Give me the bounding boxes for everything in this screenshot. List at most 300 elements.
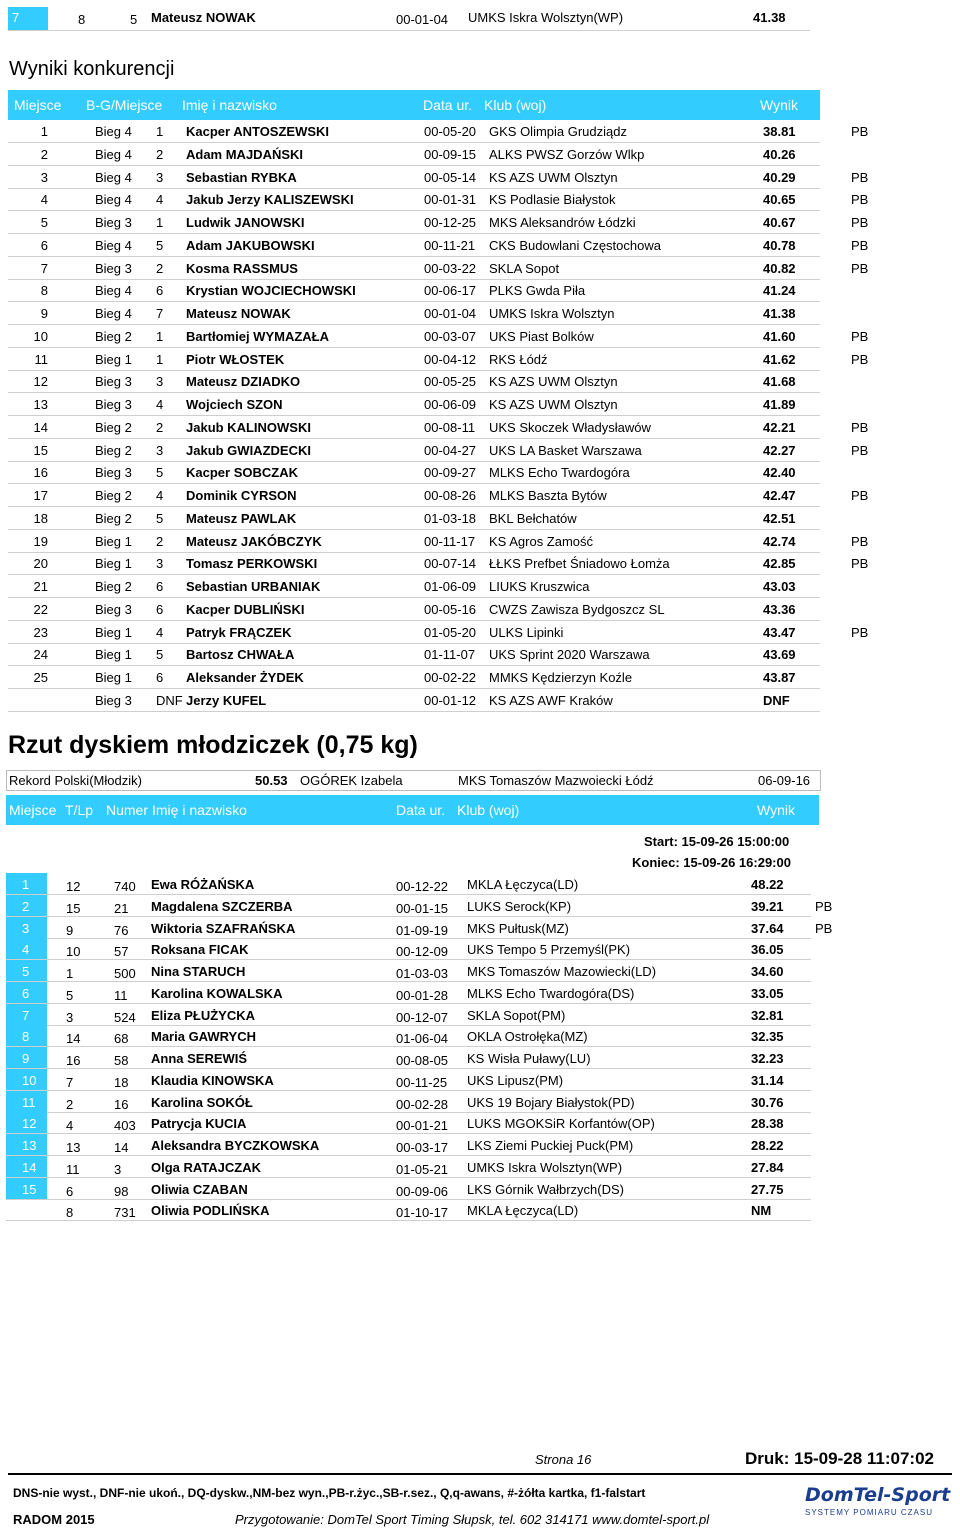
row-athlete-name: Maria GAWRYCH	[151, 1029, 256, 1045]
table-row	[6, 1156, 846, 1178]
row-club: KS Wisła Puławy(LU)	[467, 1051, 591, 1066]
row-club: CKS Budowlani Częstochowa	[489, 237, 661, 253]
table-row	[8, 120, 868, 143]
row-tlp: 13	[66, 1140, 81, 1155]
row-heat-place: 6	[156, 579, 164, 594]
row-club: MKS Aleksandrów Łódzki	[489, 215, 636, 230]
top-row-date: 00-01-04	[396, 12, 449, 27]
row-club: MLKS Echo Twardogóra	[489, 465, 630, 481]
table-row	[8, 257, 868, 280]
row-athlete-name: Jerzy KUFEL	[186, 692, 267, 708]
logo-subtitle: SYSTEMY POMIARU CZASU	[805, 1508, 933, 1517]
row-result: NM	[751, 1203, 772, 1219]
row-birth-date: 00-12-25	[424, 215, 477, 230]
row-note: PB	[851, 169, 869, 185]
row-number: 98	[114, 1183, 129, 1199]
row-club: ŁŁKS Prefbet Śniadowo Łomża	[489, 556, 670, 572]
row-birth-date: 00-09-27	[424, 465, 477, 481]
row-birth-date: 00-01-12	[424, 692, 477, 708]
row-heat-place: 7	[156, 306, 164, 321]
row-tlp: 7	[66, 1074, 74, 1090]
record-holder: OGÓREK Izabela	[300, 773, 403, 788]
table-row	[6, 917, 846, 939]
row-athlete-name: Eliza PŁUŻYCKA	[151, 1007, 256, 1023]
row-birth-date: 00-08-05	[396, 1053, 449, 1068]
row-note: PB	[851, 328, 869, 344]
row-club: KS AZS UWM Olsztyn	[489, 374, 618, 390]
table-row	[6, 1112, 846, 1134]
table-row	[6, 895, 846, 917]
row-athlete-name: Kacper DUBLIŃSKI	[186, 601, 305, 617]
table-row	[8, 439, 868, 462]
row-result: 42.21	[763, 419, 796, 435]
row-result: 32.35	[751, 1029, 784, 1045]
row-number: 14	[114, 1140, 129, 1155]
table-row	[6, 1047, 846, 1069]
table-row	[8, 348, 868, 371]
row-position: 11	[34, 351, 48, 367]
table-row	[6, 1004, 846, 1026]
row-athlete-name: Bartosz CHWAŁA	[186, 647, 295, 663]
row-athlete-name: Patrycja KUCIA	[151, 1116, 247, 1132]
row-heat-place: 6	[156, 283, 164, 299]
discus-table-header	[6, 795, 819, 825]
table-row	[6, 1178, 846, 1200]
row-result: 42.85	[763, 556, 796, 572]
row-note: PB	[851, 442, 869, 458]
row-club: CWZS Zawisza Bydgoszcz SL	[489, 601, 665, 617]
row-athlete-name: Kacper SOBCZAK	[186, 465, 298, 481]
row-heat-place: 3	[156, 442, 164, 458]
row-athlete-name: Bartłomiej WYMAZAŁA	[186, 328, 329, 344]
table-row	[8, 279, 868, 302]
row-birth-date: 00-06-17	[424, 283, 477, 299]
row-position: 12	[22, 1116, 37, 1132]
row-tlp: 15	[66, 900, 81, 916]
record-club: MKS Tomaszów Mazwoiecki Łódź	[458, 773, 654, 788]
row-result: 40.67	[763, 215, 796, 230]
header-name: Imię i nazwisko	[152, 802, 247, 818]
section2-title: Rzut dyskiem młodziczek (0,75 kg)	[8, 731, 418, 759]
row-birth-date: 00-01-31	[424, 192, 477, 208]
row-club: MLKS Echo Twardogóra(DS)	[467, 985, 635, 1001]
table-row	[8, 416, 868, 439]
row-birth-date: 00-07-14	[424, 556, 477, 572]
row-position: 11	[22, 1094, 36, 1110]
row-heat: Bieg 3	[95, 260, 132, 276]
row-club: UKS Tempo 5 Przemyśl(PK)	[467, 942, 631, 958]
row-heat: Bieg 4	[95, 283, 132, 299]
row-number: 731	[114, 1205, 136, 1221]
top-row-result: 41.38	[753, 10, 786, 25]
row-heat: Bieg 3	[95, 397, 132, 412]
row-heat-place: 6	[156, 601, 164, 617]
row-result: 33.05	[751, 985, 784, 1001]
row-birth-date: 00-11-17	[424, 533, 476, 549]
row-club: MMKS Kędzierzyn Koźle	[489, 670, 633, 685]
row-number: 500	[114, 966, 136, 981]
table-row	[8, 530, 868, 553]
row-birth-date: 00-01-28	[396, 987, 449, 1003]
row-club: UMKS Iskra Wolsztyn	[489, 306, 615, 321]
row-birth-date: 01-11-07	[424, 647, 476, 663]
row-athlete-name: Tomasz PERKOWSKI	[186, 556, 318, 572]
row-heat-place: 2	[156, 533, 164, 549]
row-result: 40.26	[763, 146, 796, 162]
row-note: PB	[851, 237, 869, 253]
row-heat: Bieg 3	[95, 374, 132, 390]
table-row	[6, 960, 846, 982]
row-club: PLKS Gwda Piła	[489, 283, 586, 299]
row-athlete-name: Ludwik JANOWSKI	[186, 215, 305, 230]
row-birth-date: 01-05-21	[396, 1161, 449, 1177]
row-athlete-name: Adam MAJDAŃSKI	[186, 146, 304, 162]
table-row	[8, 325, 868, 348]
row-note: PB	[851, 533, 869, 549]
row-heat-place: 2	[156, 260, 164, 276]
row-heat: Bieg 2	[95, 488, 132, 503]
row-club: LUKS Serock(KP)	[467, 898, 572, 914]
row-club: LUKS MGOKSiR Korfantów(OP)	[467, 1116, 655, 1132]
row-heat-place: 5	[156, 465, 164, 481]
row-athlete-name: Roksana FICAK	[151, 942, 249, 958]
row-club: MKS Tomaszów Mazowiecki(LD)	[467, 964, 657, 979]
row-club: KS Agros Zamość	[489, 533, 594, 549]
row-position: 8	[40, 283, 48, 299]
row-tlp: 14	[66, 1031, 81, 1047]
row-club: LKS Górnik Wałbrzych(DS)	[467, 1181, 624, 1197]
row-heat: Bieg 1	[95, 351, 132, 367]
table-row	[8, 552, 868, 575]
row-note: PB	[815, 920, 833, 936]
row-club: BKL Bełchatów	[489, 510, 577, 526]
row-position: 14	[22, 1159, 37, 1175]
row-heat-place: DNF	[156, 692, 183, 708]
row-number: 58	[114, 1053, 129, 1068]
row-position: 1	[40, 124, 48, 139]
record-value: 50.53	[255, 773, 288, 788]
row-position: 5	[40, 215, 48, 230]
row-result: 37.64	[751, 920, 784, 936]
row-position-cell	[6, 1199, 47, 1220]
row-note: PB	[851, 124, 869, 139]
row-position: 5	[22, 964, 30, 979]
row-position: 4	[40, 192, 48, 208]
row-club: KS AZS UWM Olsztyn	[489, 169, 618, 185]
row-position: 17	[33, 488, 48, 503]
row-heat-place: 1	[156, 328, 164, 344]
row-number: 68	[114, 1031, 129, 1047]
row-tlp: 5	[66, 987, 74, 1003]
row-position: 9	[22, 1051, 30, 1066]
row-club: KS Podlasie Białystok	[489, 192, 616, 208]
row-athlete-name: Piotr WŁOSTEK	[186, 351, 285, 367]
table-row	[6, 873, 846, 895]
section-title: Wyniki konkurencji	[9, 58, 175, 80]
table-row	[8, 689, 868, 712]
row-heat: Bieg 2	[95, 419, 132, 435]
row-result: 42.40	[763, 465, 796, 481]
row-position: 13	[22, 1138, 37, 1153]
table-row	[8, 393, 868, 416]
table-row	[8, 234, 868, 257]
row-athlete-name: Aleksander ŻYDEK	[186, 670, 304, 685]
event-name: RADOM 2015	[13, 1512, 95, 1527]
row-result: 42.47	[763, 488, 796, 503]
row-athlete-name: Jakub GWIAZDECKI	[186, 442, 311, 458]
row-heat: Bieg 2	[95, 579, 132, 594]
row-athlete-name: Nina STARUCH	[151, 964, 246, 979]
table-row	[6, 982, 846, 1004]
row-position: 8	[22, 1029, 30, 1045]
row-result: 34.60	[751, 964, 784, 979]
row-result: 27.84	[751, 1159, 784, 1175]
table-row	[8, 461, 868, 484]
row-tlp: 2	[66, 1096, 74, 1112]
row-heat-place: 4	[156, 192, 164, 208]
row-number: 16	[114, 1096, 129, 1112]
row-position: 22	[33, 601, 48, 617]
row-result: 42.27	[763, 442, 796, 458]
prepared-by: Przygotowanie: DomTel Sport Timing Słupsk, tel. 602 314171 www.domtel-sport.pl	[235, 1512, 710, 1527]
header-club: Klub (woj)	[457, 802, 520, 818]
row-heat: Bieg 4	[95, 306, 132, 321]
table-row	[8, 211, 868, 234]
row-position: 12	[33, 374, 48, 390]
row-heat: Bieg 3	[95, 601, 132, 617]
row-athlete-name: Sebastian URBANIAK	[186, 579, 321, 594]
row-position: 9	[40, 306, 48, 321]
table-row	[8, 621, 868, 644]
row-athlete-name: Mateusz JAKÓBCZYK	[186, 533, 322, 549]
row-result: 42.51	[763, 510, 796, 526]
table-row	[8, 166, 868, 189]
row-heat-place: 5	[156, 647, 164, 663]
row-birth-date: 00-03-17	[396, 1140, 449, 1155]
row-tlp: 4	[66, 1118, 74, 1134]
row-number: 57	[114, 944, 129, 960]
row-heat-place: 4	[156, 624, 164, 640]
row-birth-date: 01-06-09	[424, 579, 477, 594]
row-heat: Bieg 1	[95, 533, 132, 549]
row-birth-date: 01-05-20	[424, 624, 477, 640]
row-heat: Bieg 3	[95, 465, 132, 481]
row-position: 18	[33, 510, 48, 526]
row-result: 40.65	[763, 192, 796, 208]
row-result: 30.76	[751, 1094, 784, 1110]
row-heat-place: 4	[156, 397, 164, 412]
row-note: PB	[851, 351, 869, 367]
row-result: 32.23	[751, 1051, 784, 1066]
row-position: 2	[40, 146, 48, 162]
row-athlete-name: Klaudia KINOWSKA	[151, 1072, 274, 1088]
row-heat-place: 5	[156, 237, 164, 253]
record-row	[6, 770, 821, 791]
row-note: PB	[851, 215, 869, 230]
row-result: DNF	[763, 692, 790, 708]
row-tlp: 3	[66, 1009, 74, 1025]
row-position: 19	[33, 533, 48, 549]
row-birth-date: 00-01-04	[424, 306, 477, 321]
row-tlp: 11	[66, 1161, 80, 1177]
top-row-number: 5	[130, 12, 138, 27]
row-birth-date: 00-01-15	[396, 900, 449, 916]
row-athlete-name: Ewa RÓŻAŃSKA	[151, 877, 255, 892]
row-birth-date: 00-12-22	[396, 879, 449, 894]
row-number: 524	[114, 1009, 136, 1025]
row-tlp: 9	[66, 922, 74, 938]
row-athlete-name: Magdalena SZCZERBA	[151, 898, 293, 914]
row-birth-date: 01-06-04	[396, 1031, 449, 1047]
row-position: 3	[22, 920, 30, 936]
row-heat: Bieg 1	[95, 670, 132, 685]
table-row	[8, 666, 868, 689]
row-result: 41.24	[763, 283, 796, 299]
row-heat: Bieg 2	[95, 510, 132, 526]
row-position: 7	[40, 260, 48, 276]
row-birth-date: 00-09-15	[424, 146, 477, 162]
row-number: 11	[114, 987, 128, 1003]
row-result: 40.82	[763, 260, 796, 276]
row-position: 10	[22, 1072, 37, 1088]
row-heat: Bieg 4	[95, 169, 132, 185]
row-position: 13	[33, 397, 48, 412]
row-number: 740	[114, 879, 136, 894]
row-heat-place: 1	[156, 124, 164, 139]
row-birth-date: 00-02-22	[424, 670, 477, 685]
row-note: PB	[851, 192, 869, 208]
row-position: 14	[33, 419, 48, 435]
top-row-club: UMKS Iskra Wolsztyn(WP)	[468, 10, 624, 25]
table-row	[6, 1069, 846, 1091]
table-row	[8, 143, 868, 166]
row-note: PB	[815, 898, 833, 914]
top-row-position: 7	[12, 10, 20, 25]
row-result: 41.68	[763, 374, 796, 390]
table-row	[8, 188, 868, 211]
row-position: 16	[33, 465, 48, 481]
row-result: 32.81	[751, 1007, 784, 1023]
domtel-logo	[795, 1482, 950, 1522]
row-club: UKS Piast Bolków	[489, 328, 594, 344]
row-result: 31.14	[751, 1072, 784, 1088]
row-birth-date: 00-03-22	[424, 260, 477, 276]
table-row	[8, 598, 868, 621]
row-club: UKS 19 Bojary Białystok(PD)	[467, 1094, 635, 1110]
row-position: 4	[22, 942, 30, 958]
table-row	[8, 302, 868, 325]
row-club: RKS Łódź	[489, 351, 548, 367]
row-result: 41.62	[763, 351, 796, 367]
row-athlete-name: Kacper ANTOSZEWSKI	[186, 124, 330, 139]
record-label: Rekord Polski(Młodzik)	[9, 773, 142, 788]
header-numer: Numer	[106, 802, 149, 818]
header-tlp: T/Lp	[65, 802, 94, 818]
row-athlete-name: Patryk FRĄCZEK	[186, 624, 292, 640]
row-club: LIUKS Kruszwica	[489, 579, 590, 594]
row-club: LKS Ziemi Puckiej Puck(PM)	[467, 1138, 634, 1153]
row-number: 403	[114, 1118, 136, 1134]
row-heat-place: 2	[156, 419, 164, 435]
row-birth-date: 00-08-11	[424, 419, 476, 435]
row-heat-place: 3	[156, 556, 164, 572]
page-number: Strona 16	[535, 1452, 592, 1467]
row-athlete-name: Adam JAKUBOWSKI	[186, 237, 315, 253]
row-birth-date: 00-04-27	[424, 442, 477, 458]
row-heat-place: 4	[156, 488, 164, 503]
row-club: UKS Skoczek Władysławów	[489, 419, 651, 435]
row-result: 40.29	[763, 169, 796, 185]
row-position: 25	[33, 670, 48, 685]
table-row	[8, 370, 868, 393]
row-birth-date: 00-05-20	[424, 124, 477, 139]
row-result: 43.87	[763, 670, 796, 685]
row-heat: Bieg 1	[95, 556, 132, 572]
row-birth-date: 00-02-28	[396, 1096, 449, 1112]
row-birth-date: 00-05-16	[424, 601, 477, 617]
row-athlete-name: Krystian WOJCIECHOWSKI	[186, 283, 356, 299]
row-position: 1	[22, 877, 30, 892]
row-position: 24	[33, 647, 48, 663]
row-heat: Bieg 3	[95, 215, 132, 230]
header-bieg: B-G/Miejsce	[86, 97, 163, 113]
row-note: PB	[851, 556, 869, 572]
row-heat: Bieg 4	[95, 192, 132, 208]
row-number: 76	[114, 922, 129, 938]
row-number: 18	[114, 1074, 129, 1090]
row-athlete-name: Mateusz PAWLAK	[186, 510, 297, 526]
row-result: 41.89	[763, 397, 796, 412]
row-result: 42.74	[763, 533, 796, 549]
row-athlete-name: Sebastian RYBKA	[186, 169, 297, 185]
row-club: OKLA Ostrołęka(MZ)	[467, 1029, 588, 1045]
header-miejsce: Miejsce	[9, 802, 57, 818]
row-position: 3	[40, 169, 48, 185]
row-birth-date: 00-04-12	[424, 351, 477, 367]
row-tlp: 6	[66, 1183, 74, 1199]
row-tlp: 12	[66, 879, 81, 894]
row-birth-date: 01-03-18	[424, 510, 477, 526]
row-note: PB	[851, 260, 869, 276]
row-club: UKS Sprint 2020 Warszawa	[489, 647, 650, 663]
row-result: 28.38	[751, 1116, 784, 1132]
table-row	[8, 643, 868, 666]
row-athlete-name: Wojciech SZON	[186, 397, 283, 412]
legend: DNS-nie wyst., DNF-nie ukoń., DQ-dyskw.,NM-bez wyn.,PB-r.życ.,SB-r.sez., Q,q-awans, #-żółta kartka, f1-falstart	[13, 1486, 646, 1500]
row-birth-date: 00-12-07	[396, 1009, 449, 1025]
header-name: Imię i nazwisko	[182, 97, 277, 113]
row-birth-date: 00-11-21	[424, 237, 476, 253]
table-row	[6, 938, 846, 960]
row-heat: Bieg 1	[95, 624, 132, 640]
row-number: 21	[114, 900, 129, 916]
row-birth-date: 00-11-25	[396, 1074, 448, 1090]
row-position: 23	[33, 624, 48, 640]
top-row	[8, 7, 810, 30]
top-row-tlp: 8	[78, 12, 86, 27]
record-date: 06-09-16	[758, 773, 811, 788]
row-tlp: 8	[66, 1205, 74, 1221]
header-date: Data ur.	[396, 802, 446, 818]
table-row	[6, 1025, 846, 1047]
row-birth-date: 00-06-09	[424, 397, 477, 412]
row-divider	[8, 711, 820, 712]
row-heat-place: 1	[156, 215, 164, 230]
row-result: 41.38	[763, 306, 796, 321]
row-heat-place: 5	[156, 510, 164, 526]
row-result: 40.78	[763, 237, 796, 253]
row-heat: Bieg 2	[95, 442, 132, 458]
